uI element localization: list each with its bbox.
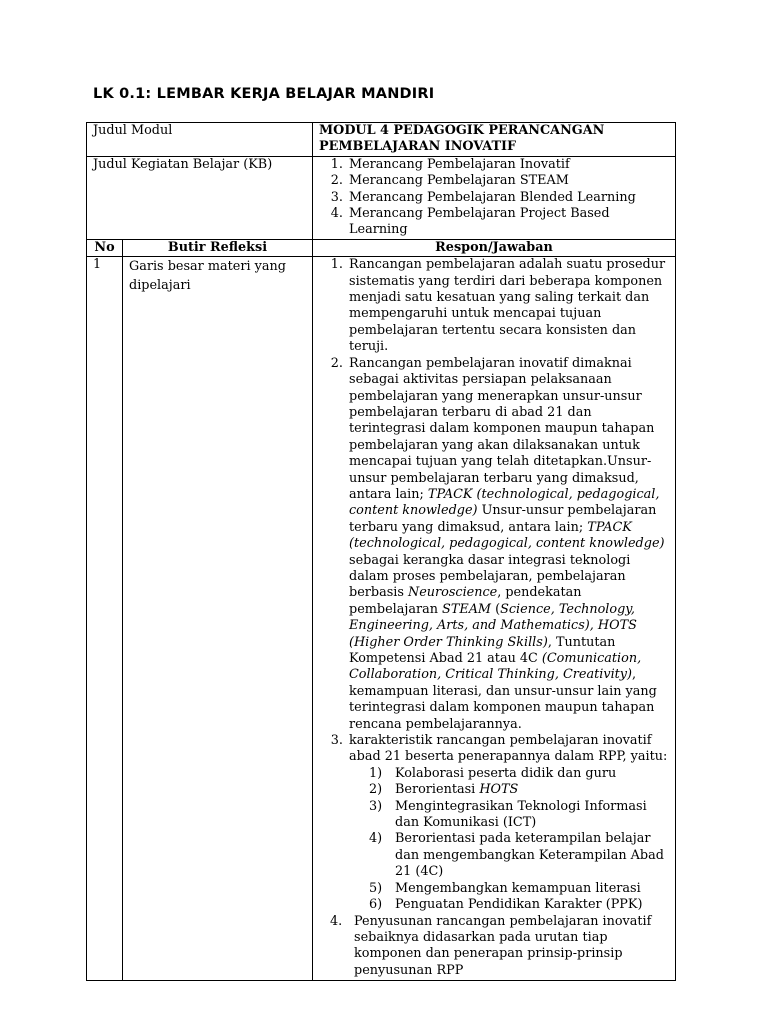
characteristic-item: 4) Berorientasi pada keterampilan belajar dan mengembangkan Keterampilan Abad 21 (4C) [369,831,664,880]
header-butir: Butir Refleksi [123,239,313,256]
response-point-1: 1. Rancangan pembelajaran adalah suatu prosedur sistematis yang terdiri dari beberapa komponen menjadi satu kesatuan yang saling terkait dan mempengaruhi untuk mencapai tujuan pembelajaran tertentu secara konsisten dan teruji. [347,257,669,355]
response-point-3 [347,733,669,913]
header-no: No [87,239,123,256]
kb-item: 2. Merancang Pembelajaran STEAM [347,173,669,189]
characteristic-item: 5) Mengembangkan kemampuan literasi [369,880,641,896]
kb-item: 1. Merancang Pembelajaran Inovatif [347,157,669,173]
response-point-4: 4. Penyusunan rancangan pembelajaran inovatif sebaiknya didasarkan pada urutan tiap komponen dan penerapan prinsip-prinsip penyusunan RPP [330,913,652,978]
module-value: MODUL 4 PEDAGOGIK PERANCANGAN PEMBELAJARAN INOVATIF [313,123,676,157]
point-3-intro: karakteristik rancangan pembelajaran inovatif abad 21 beserta penerapannya dalam RPP, yaitu: [349,733,668,765]
reflection-item: Garis besar materi yang dipelajari [123,257,313,981]
reflection-row-1 [87,257,676,981]
worksheet-title: LK 0.1: LEMBAR KERJA BELAJAR MANDIRI [93,86,435,102]
characteristics-list [349,766,669,914]
response-point-2: 2. Rancangan pembelajaran inovatif dimaknai sebagai aktivitas persiapan pelaksanaan pembelajaran yang menerapkan unsur-unsur pembelajaran terbaru di abad 21 dan terintegrasi dalam komponen maupun tahapan pembelajaran yang akan dilaksanakan untuk mencapai tujuan yang telah ditetapkan.Unsur-unsur pembelajaran terbaru yang dimaksud, antara lain; TPACK (technological, pedagogical, content knowledge) Unsur-unsur pembelajaran terbaru yang dimaksud, antara lain; TPACK (technological, pedagogical, content knowledge) sebagai kerangka dasar integrasi teknologi dalam proses pembelajaran, pembelajaran berbasis Neuroscience, pendekatan pembelajaran STEAM (Science, Technology, Engineering, Arts, and Mathematics), HOTS (Higher Order Thinking Skills), Tuntutan Kompetensi Abad 21 atau 4C (Comunication, Collaboration, Critical Thinking, Creativity), kemampuan literasi, dan unsur-unsur lain yang terintegrasi dalam komponen maupun tahapan rencana pembelajarannya. [347,356,669,733]
module-row [87,123,676,157]
kb-list [319,157,669,239]
kb-item: 4. Merancang Pembelajaran Project Based Learning [347,206,669,239]
response-cell [313,257,676,981]
kb-row [87,156,676,239]
kb-list-cell [313,156,676,239]
module-label: Judul Modul [87,123,313,157]
characteristic-item: 2) Berorientasi HOTS [369,782,519,798]
characteristic-item: 6) Penguatan Pendidikan Karakter (PPK) [369,897,643,913]
characteristic-item: 3) Mengintegrasikan Teknologi Informasi dan Komunikasi (ICT) [369,798,647,831]
header-row [87,239,676,256]
reflection-table [86,122,676,981]
header-respon: Respon/Jawaban [313,239,676,256]
response-list [319,257,669,979]
characteristic-item: 1) Kolaborasi peserta didik dan guru [369,765,617,781]
kb-item: 3. Merancang Pembelajaran Blended Learning [347,190,669,206]
kb-label: Judul Kegiatan Belajar (KB) [87,156,313,239]
row-number: 1 [87,257,123,981]
